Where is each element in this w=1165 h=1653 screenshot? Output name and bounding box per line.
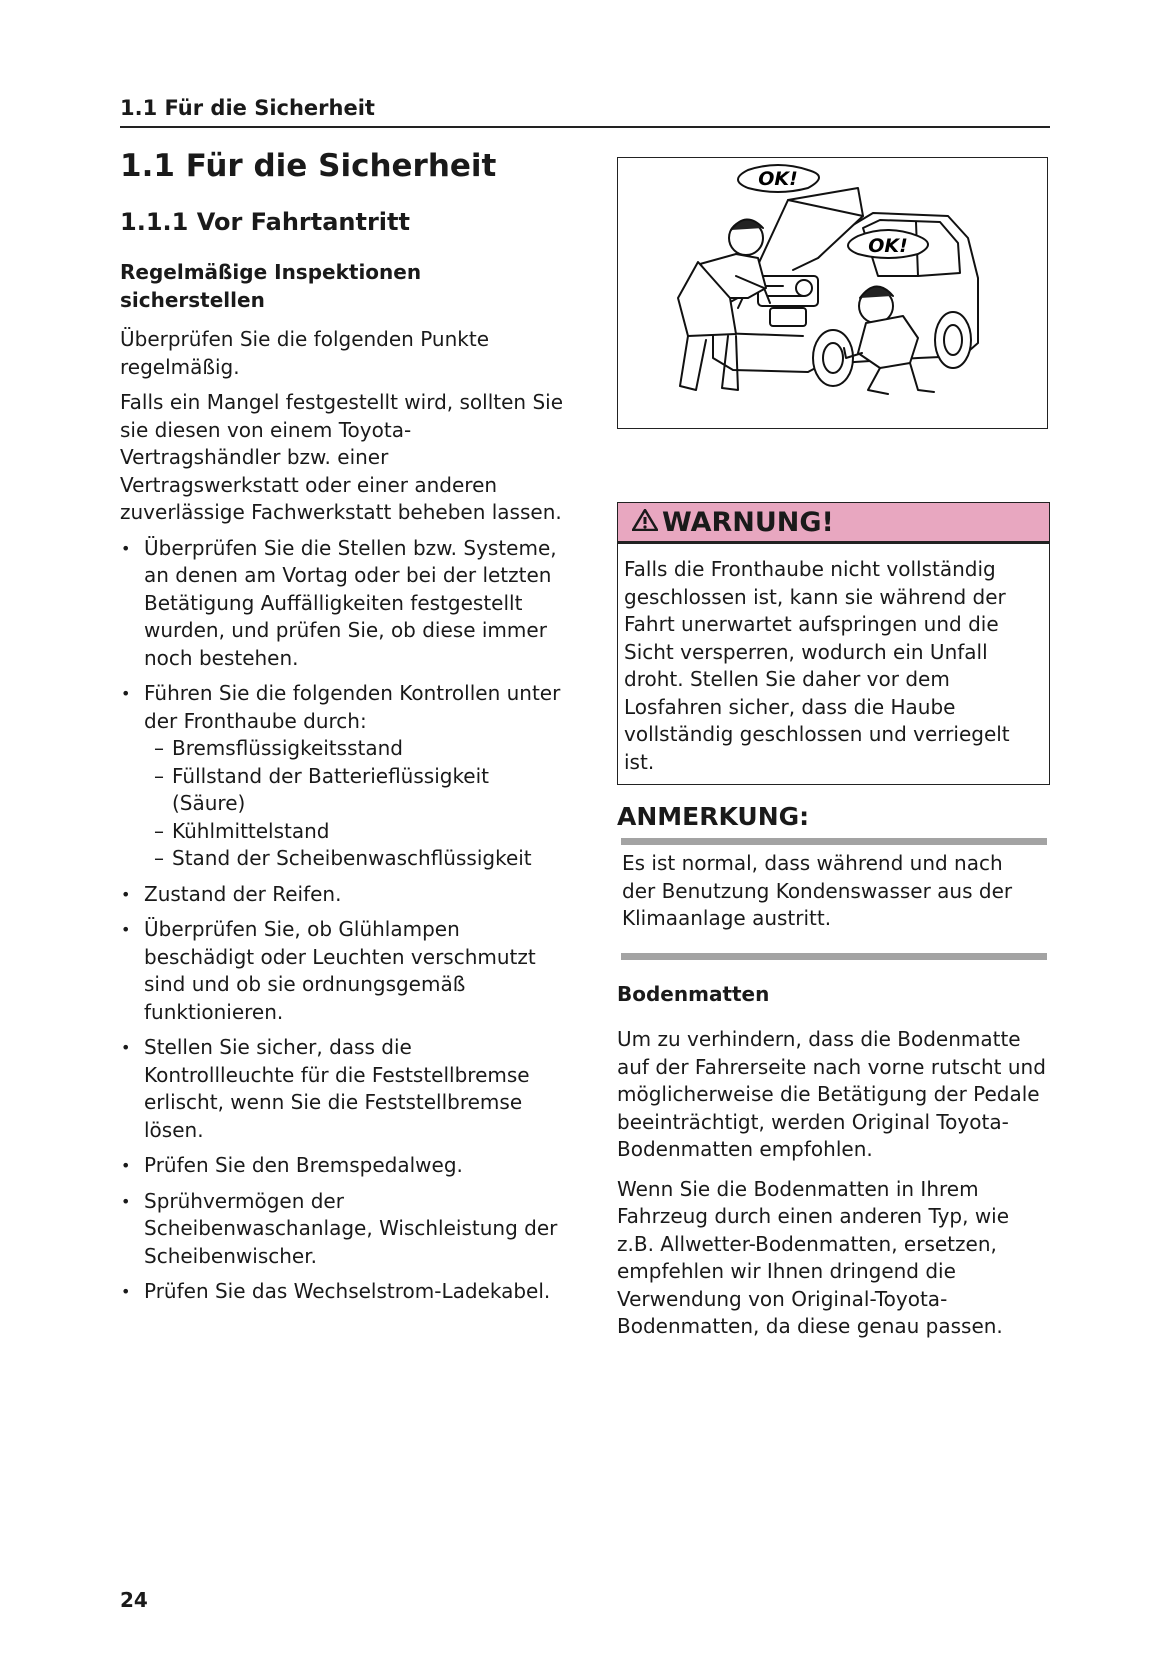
note-text: Es ist normal, dass während und nach der Benutzung Kondenswasser aus der Klimaanlage austritt. bbox=[622, 851, 1013, 930]
subsection-title: 1.1.1 Vor Fahrtantritt bbox=[120, 208, 410, 236]
sub-list-item: – Stand der Scheibenwaschflüssigkeit bbox=[144, 845, 565, 873]
car-inspection-drawing bbox=[618, 158, 1046, 427]
inspections-heading: Regelmäßige Inspektionen sicherstellen bbox=[120, 260, 422, 312]
sub-list-item: – Kühlmittelstand bbox=[144, 818, 565, 846]
bullet-text: Sprühvermögen der Scheibenwaschanlage, Wischleistung der Scheibenwischer. bbox=[144, 1188, 558, 1268]
floor-mats-section bbox=[617, 980, 1050, 1353]
bubble-text-2: OK! bbox=[868, 235, 908, 257]
bullet-text: Überprüfen Sie, ob Glühlampen beschädigt oder Leuchten verschmutzt sind und ob sie ordnungsgemäß funktionieren. bbox=[144, 917, 536, 1024]
list-item bbox=[120, 916, 565, 1026]
bullet-text: Prüfen Sie das Wechselstrom-Ladekabel. bbox=[144, 1279, 551, 1303]
running-header: 1.1 Für die Sicherheit bbox=[120, 96, 1050, 128]
warning-header bbox=[618, 503, 1049, 544]
bullet-text: Prüfen Sie den Bremspedalweg. bbox=[144, 1153, 463, 1177]
left-column bbox=[120, 258, 565, 1314]
bullet-text: Stellen Sie sicher, dass die Kontrollleuchte für die Feststellbremse erlischt, wenn Sie die Feststellbremse lösen. bbox=[144, 1035, 530, 1142]
hood-checks-list bbox=[144, 735, 565, 873]
list-item bbox=[120, 535, 565, 673]
floor-mats-heading: Bodenmatten bbox=[617, 982, 770, 1006]
section-title: 1.1 Für die Sicherheit bbox=[120, 148, 497, 184]
warning-box bbox=[617, 502, 1050, 785]
warning-title: WARNUNG! bbox=[662, 506, 834, 538]
inspection-list bbox=[120, 535, 565, 1306]
list-item bbox=[120, 680, 565, 873]
floor-mats-paragraph-1: Um zu verhindern, dass die Bodenmatte auf der Fahrerseite nach vorne rutscht und möglicherweise die Betätigung der Pedale beeinträchtigt, werden Original Toyota-Bodenmatten empfohlen. bbox=[617, 1027, 1046, 1161]
note-bottom-rule bbox=[621, 953, 1047, 960]
bullet-text: Zustand der Reifen. bbox=[144, 881, 342, 906]
warning-text: Falls die Fronthaube nicht vollständig geschlossen ist, kann sie während der Fahrt unerwartet aufspringen und die Sicht versperren, wodurch ein Unfall droht. Stellen Sie daher vor dem Losfahren sicher, dass die Haube vollständig geschlossen und verriegelt ist. bbox=[624, 557, 1010, 774]
list-item bbox=[120, 881, 565, 909]
warning-triangle-icon bbox=[632, 507, 662, 538]
car-inspection-illustration bbox=[617, 157, 1048, 429]
note-top-rule bbox=[621, 838, 1047, 845]
bullet-text: Führen Sie die folgenden Kontrollen unter der Fronthaube durch: bbox=[144, 681, 561, 733]
list-item bbox=[120, 1188, 565, 1271]
sub-list-item: – Füllstand der Batterieflüssigkeit (Säure) bbox=[144, 763, 565, 818]
intro-paragraph: Überprüfen Sie die folgenden Punkte regelmäßig. bbox=[120, 327, 489, 379]
floor-mats-paragraph-2: Wenn Sie die Bodenmatten in Ihrem Fahrzeug durch einen anderen Typ, wie z.B. Allwetter-Bodenmatten, ersetzen, empfehlen wir Ihnen dringend die Verwendung von Original-Toyota-Bodenmatten, da diese genau passen. bbox=[617, 1176, 1010, 1338]
list-item bbox=[120, 1278, 565, 1306]
list-item bbox=[120, 1152, 565, 1180]
note-title: ANMERKUNG: bbox=[617, 802, 810, 831]
bullet-text: Überprüfen Sie die Stellen bzw. Systeme, an denen am Vortag oder bei der letzten Betätigung Auffälligkeiten festgestellt wurden, und prüfen Sie, ob diese immer noch bestehen. bbox=[144, 535, 557, 670]
sub-list-item: – Bremsflüssigkeitsstand bbox=[144, 735, 565, 763]
list-item bbox=[120, 1034, 565, 1144]
page-number: 24 bbox=[120, 1588, 148, 1612]
defect-paragraph: Falls ein Mangel festgestellt wird, sollten Sie sie diesen von einem Toyota-Vertragshändler bzw. einer Vertragswerkstatt oder einer anderen zuverlässige Fachwerkstatt beheben lassen. bbox=[120, 390, 563, 524]
bubble-text-1: OK! bbox=[758, 168, 798, 190]
